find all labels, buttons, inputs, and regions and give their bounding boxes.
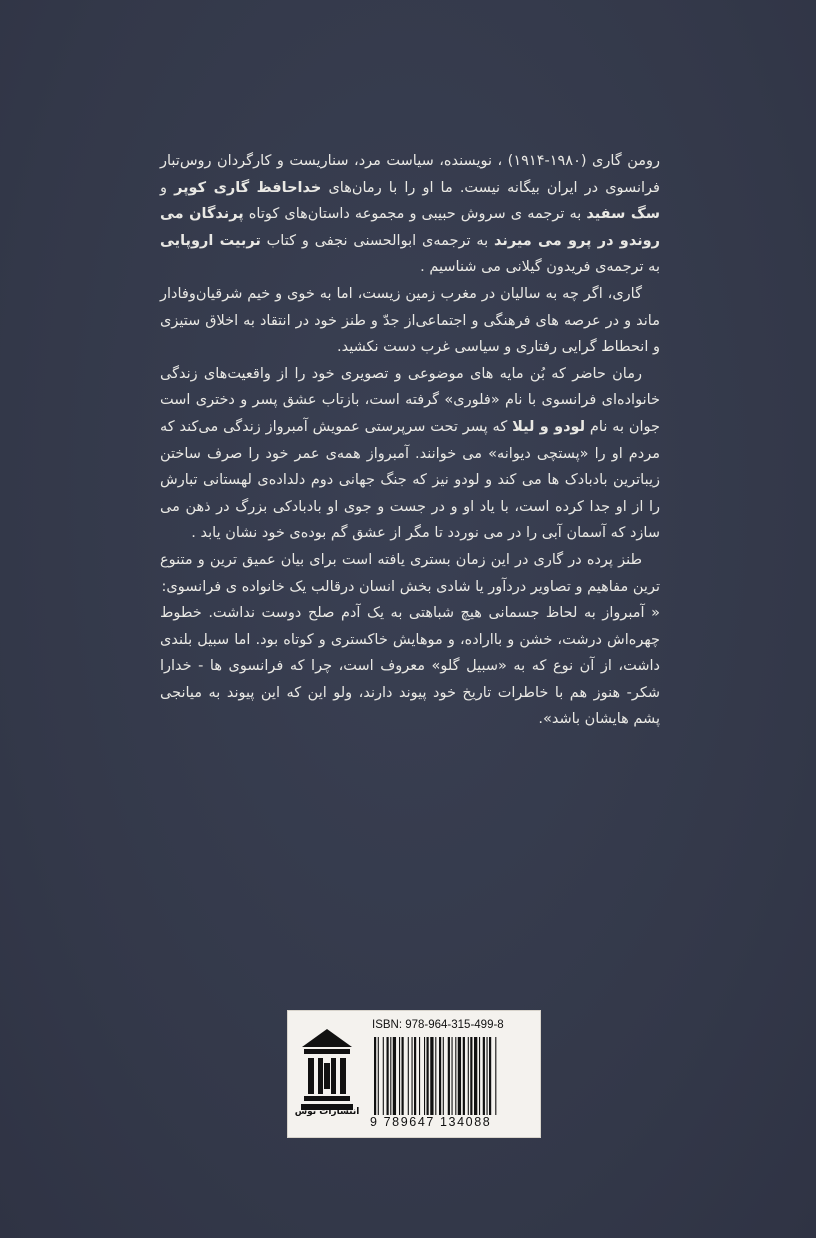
barcode-bar [452, 1037, 453, 1115]
text-segment: رومن گاری (۱۹۸۰-۱۹۱۴) ، نویسنده، سیاست مرد، سناریست و کارگردان روس‌تبار فرانسوی در ایران بیگانه نیست. ما او را با رمان‌های [160, 153, 660, 196]
barcode-bar [387, 1037, 389, 1115]
barcode-bar [430, 1037, 433, 1115]
barcode-bar [419, 1037, 420, 1115]
barcode-bar [495, 1037, 496, 1115]
text-segment: به ترجمه ی سروش حبیبی و مجموعه داستان‌های کوتاه [243, 206, 587, 223]
paragraph [160, 148, 660, 281]
barcode-bar [374, 1037, 376, 1115]
barcode-bar [470, 1037, 472, 1115]
text-segment: به ترجمه‌ی ابوالحسنی نجفی و کتاب [260, 232, 494, 249]
barcode-bar [474, 1037, 477, 1115]
barcode-bar [487, 1037, 488, 1115]
bold-title: خداحافظ گاری کوپر [174, 179, 322, 196]
isbn-text: ISBN: 978-964-315-499-8 [372, 1019, 504, 1031]
text-segment: « آمبرواز به لحاظ جسمانی هیچ شباهتی به یک آدم صلح دوست نداشت. خطوط چهره‌اش درشت، خشن و بااراده، و موهایش خاکستری و کوتاه بود. اما سبیل بلندی داشت، از آن نوع که به «سبیل گلو» معروف است، چرا که فرانسوی ها - خدارا شکر- هنوز هم با خاطرات تاریخ خود پیوند دارند، ولو این که این پیوند به میانجی پشم هایشان باشد». [160, 605, 660, 728]
text-segment: گاری، اگر چه به سالیان در مغرب زمین زیست، اما به خوی و خیم شرقیان‌وفادار ماند و در عرصه های فرهنگی و اجتماعی‌از جدّ و طنز خود در انتقاد به اخلاق ستیزی و انحطاط گرایی رفتاری و سیاسی غرب دست نکشید. [160, 285, 660, 356]
barcode-bar [383, 1037, 384, 1115]
barcode-bar [408, 1037, 409, 1115]
barcode-bar [378, 1037, 379, 1115]
bold-title: سگ سفید [586, 206, 660, 223]
barcode-bar [479, 1037, 480, 1115]
barcode-label [287, 1010, 541, 1138]
paragraph [160, 281, 660, 361]
paragraph [160, 547, 660, 600]
quote-paragraph [160, 600, 660, 733]
paragraph [160, 361, 660, 547]
text-segment: طنز پرده در گاری در این زمان بستری یافته است برای بیان عمیق ترین و متنوع ترین مفاهیم و تصاویر دردآور یا شادی بخش انسان درقالب یک خانواده ی فرانسوی: [160, 551, 660, 595]
barcode-bar [390, 1037, 391, 1115]
blurb-text [160, 148, 660, 733]
barcode-bar [424, 1037, 425, 1115]
barcode-bar [489, 1037, 491, 1115]
barcode-bar [427, 1037, 429, 1115]
text-segment: رمان حاضر که بُن مایه های موضوعی و تصویری خود را از واقعیت‌های زندگی خانواده‌ای فرانسوی با نام «فلوری» گرفته است، بازتاب عشق پسر و دختری است جوان به نام [160, 365, 660, 435]
text-segment: که پسر تحت سرپرستی عمویش آمبرواز زندگی می‌کند که مردم او را «پستچی دیوانه» می خوانند. آمبرواز همه‌ی عمر خود را صرف ساختن زیباترین بادبادک ها می کند و لودو نیز که جنگ جهانی دوم دلداده‌ی لهستانی تبارش را از او جدا کرده است، با یاد او و در جست و جوی او بادبادکی بزرگ در ذهن می سازد که آسمان آبی را در می نوردد تا مگر از عشق گم بوده‌ی خود نشان یابد . [160, 418, 660, 542]
barcode-bar [468, 1037, 469, 1115]
bold-title: پرندگان می روندو در پرو می میرند [160, 206, 660, 249]
barcode-bars [374, 1037, 528, 1115]
barcode-bar [393, 1037, 396, 1115]
publisher-name: انتشارات توس [294, 1107, 360, 1117]
barcode-bar [458, 1037, 461, 1115]
text-segment: به ترجمه‌ی فریدون گیلانی می شناسیم . [420, 259, 660, 276]
barcode-bar [448, 1037, 450, 1115]
bold-title: تربیت اروپایی [160, 232, 261, 249]
barcode-bar [439, 1037, 441, 1115]
barcode-bar [402, 1037, 404, 1115]
barcode-bar [443, 1037, 444, 1115]
barcode-bar [435, 1037, 436, 1115]
text-segment: و [160, 179, 175, 196]
barcode-bar [412, 1037, 413, 1115]
barcode-digits: 9 789647 134088 [370, 1115, 492, 1129]
bold-title: لودو و لیلا [512, 418, 586, 435]
barcode-bar [399, 1037, 400, 1115]
barcode-bar [414, 1037, 416, 1115]
barcode-bar [455, 1037, 456, 1115]
barcode-bar [463, 1037, 465, 1115]
barcode-bar [483, 1037, 485, 1115]
